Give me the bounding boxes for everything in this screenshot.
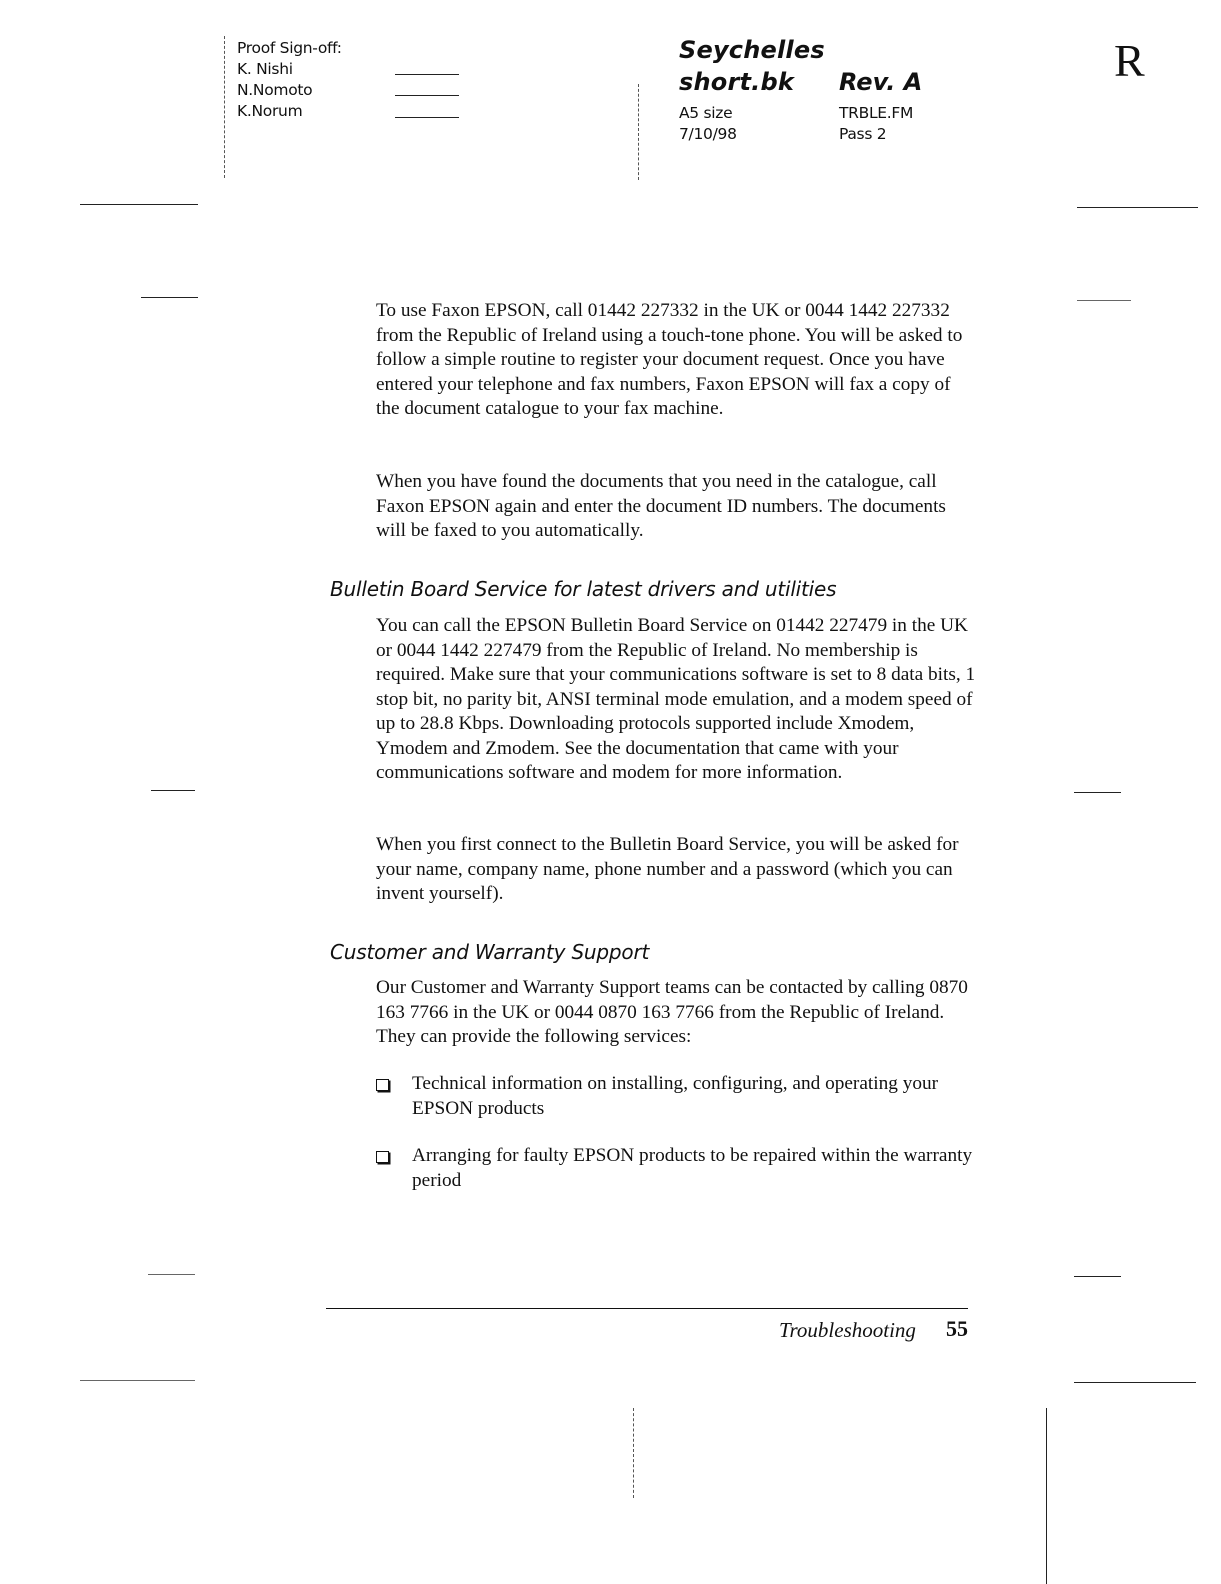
crop-mark [1074, 1276, 1121, 1277]
checkbox-bullet-icon [376, 1151, 389, 1163]
signoff-title: Proof Sign-off: [237, 39, 342, 57]
bbs-heading: Bulletin Board Service for latest drivers and utilities [330, 577, 837, 601]
crop-mark [80, 1380, 195, 1381]
signoff-name: N.Nomoto [237, 81, 313, 99]
proof-signoff-block [237, 38, 342, 122]
crop-mark [80, 204, 198, 205]
book-file: short.bk [679, 68, 795, 96]
footer-rule [326, 1308, 968, 1309]
signoff-margin-line [224, 36, 225, 178]
support-heading: Customer and Warranty Support [330, 940, 650, 964]
crop-mark [141, 297, 198, 298]
support-paragraph: Our Customer and Warranty Support teams can be contacted by calling 0870 163 7766 in the UK or 0044 0870 163 7766 from the Republic of Ireland. They can provide the following services: [376, 977, 968, 1047]
list-item: Arranging for faulty EPSON products to be repaired within the warranty period [412, 1145, 973, 1191]
signature-line [395, 74, 459, 75]
crop-mark [1046, 1408, 1047, 1584]
signoff-name: K.Norum [237, 102, 303, 120]
corner-mark: R [1114, 35, 1145, 86]
signoff-name: K. Nishi [237, 60, 293, 78]
footer-section-title: Troubleshooting [779, 1318, 916, 1342]
crop-mark [148, 1274, 195, 1275]
header-center-divider [638, 84, 639, 180]
page-number: 55 [946, 1316, 968, 1341]
faxon-followup-paragraph: When you have found the documents that you need in the catalogue, call Faxon EPSON again and enter the document ID numbers. The documents will be faxed to you automatically. [376, 471, 946, 541]
crop-mark [1077, 207, 1198, 208]
list-item: Technical information on installing, configuring, and operating your EPSON products [412, 1073, 939, 1119]
crop-mark [1074, 1382, 1196, 1383]
signature-line [395, 95, 459, 96]
faxon-paragraph: To use Faxon EPSON, call 01442 227332 in the UK or 0044 1442 227332 from the Republic of Ireland using a touch-tone phone. You will be asked to follow a simple routine to register your document request. Once you have entered your telephone and fax numbers, Faxon EPSON will fax a copy of the document catalogue to your fax machine. [376, 300, 963, 419]
bbs-connect-paragraph: When you first connect to the Bulletin Board Service, you will be asked for your name, company name, phone number and a password (which you can invent yourself). [376, 834, 959, 904]
page-size: A5 size [679, 104, 733, 122]
bbs-paragraph: You can call the EPSON Bulletin Board Service on 01442 227479 in the UK or 0044 1442 227479 from the Republic of Ireland. No membership is required. Make sure that your communications software is set to 8 data bits, 1 stop bit, no parity bit, ANSI terminal mode emulation, and a modem speed of up to 28.8 Kbps. Downloading protocols supported include Xmodem, Ymodem and Zmodem. See the documentation that came with your communications software and modem for more information. [376, 615, 976, 783]
checkbox-bullet-icon [376, 1079, 389, 1091]
crop-mark [1077, 300, 1131, 301]
revision-label: Rev. A [839, 68, 923, 96]
frame-file: TRBLE.FM [839, 104, 914, 122]
signature-line [395, 117, 459, 118]
book-code: Seychelles [679, 36, 825, 64]
proof-date: 7/10/98 [679, 125, 737, 143]
crop-mark [151, 790, 195, 791]
crop-mark [633, 1408, 634, 1498]
book-title-block [679, 34, 825, 98]
proof-pass: Pass 2 [839, 125, 887, 143]
crop-mark [1074, 792, 1121, 793]
